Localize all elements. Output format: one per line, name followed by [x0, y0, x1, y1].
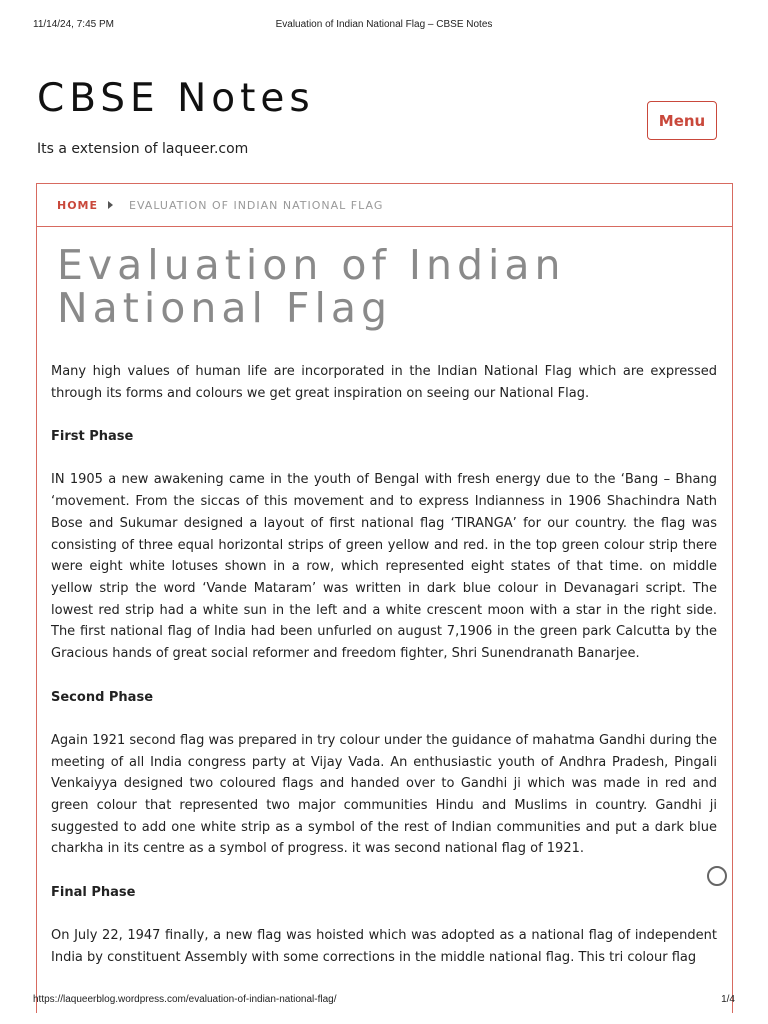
breadcrumb-home-link[interactable]: HOME — [57, 198, 99, 212]
section-heading-final-phase: Final Phase — [51, 884, 136, 900]
print-footer — [0, 994, 768, 1014]
breadcrumb-current: EVALUATION OF INDIAN NATIONAL FLAG — [129, 198, 384, 212]
site-tagline: Its a extension of laqueer.com — [37, 141, 249, 157]
section-heading-first-phase: First Phase — [51, 429, 134, 445]
section-text-first-phase: IN 1905 a new awakening came in the youth of Bengal with fresh energy due to the ‘Bang – Bhang ‘movement. From the siccas of this movement and to express Indianness in 1906 Shachindra Nath Bose and Sukumar designed a layout of first national flag ‘TIRANGA’ for our country. the flag was consisting of three equal horizontal strips of green yellow and red. in the top green colour strip there were eight white lotuses shown in a row, which represented eight states of that time. on middle yellow strip the word ‘Vande Mataram’ was written in dark blue colour in Devanagari script. The lowest red strip had a white sun in the left and a white crescent moon with a star in the right side. The first national flag of India had been unfurled on august 7,1906 in the green park Calcutta by the Gracious hands of great social reformer and freedom fighter, Shri Sunendranath Banarjee. — [51, 472, 717, 662]
chevron-right-icon — [108, 201, 113, 209]
section-text-second-phase: Again 1921 second flag was prepared in try colour under the guidance of mahatma Gandhi during the meeting of all India congress party at Vijay Vada. An enthusiastic youth of Andhra Pradesh, Pingali Venkaiyya designed two coloured flags and handed over to Gandhi ji which was made in red and green colour that represented two major communities Hindu and Muslims in country. Gandhi ji suggested to add one white strip as a symbol of the rest of Indian communities and put a dark blue charkha in its centre as a symbol of progress. it was second national flag of 1921. — [51, 732, 717, 857]
print-datetime: 11/14/24, 7:45 PM — [33, 19, 114, 30]
print-url: https://laqueerblog.wordpress.com/evaluation-of-indian-national-flag/ — [33, 994, 337, 1005]
menu-button[interactable]: Menu — [647, 101, 717, 140]
article-body — [51, 361, 717, 990]
section-heading-second-phase: Second Phase — [51, 689, 154, 705]
scroll-to-top-icon[interactable] — [707, 866, 727, 886]
breadcrumb — [37, 184, 732, 227]
site-title[interactable]: CBSE Notes — [37, 76, 315, 121]
print-header — [0, 0, 768, 40]
print-doc-title: Evaluation of Indian National Flag – CBSE Notes — [275, 19, 493, 30]
section-text-final-phase: On July 22, 1947 finally, a new flag was hoisted which was adopted as a national flag of independent India by constituent Assembly with some corrections in the middle national flag. This tri colour flag — [51, 928, 717, 965]
article-title: Evaluation of Indian National Flag — [57, 241, 566, 332]
print-page-number: 1/4 — [721, 994, 735, 1005]
article-intro: Many high values of human life are incorporated in the Indian National Flag which are expressed through its forms and colours we get great inspiration on seeing our National Flag. — [51, 364, 717, 401]
